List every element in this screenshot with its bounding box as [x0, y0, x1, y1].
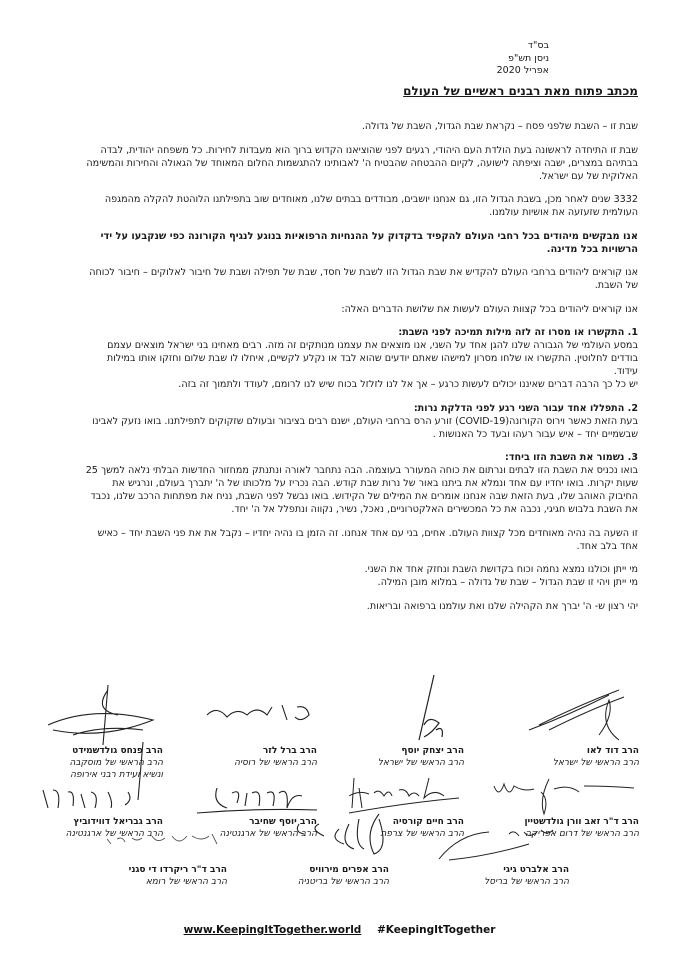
paragraph-united: זו השעה בה נהיה מאוחדים מכל קצוות העולם. אחים, בני עם אחד אנחנו. זה הזמן בו נהיה יחדיו – נקבל את את פני השבת יחד – כאיש אחד בלב אחד.: [97, 527, 638, 552]
letter-title: מכתב פתוח מאת רבנים ראשיים של העולם: [403, 84, 638, 98]
signatory-name: הרב ד"ר ריקרדו די סגני: [128, 865, 227, 875]
signatory-shchiber: [197, 816, 317, 840]
signatory-lau: [509, 745, 639, 769]
signatory-name: הרב ברל לזר: [262, 746, 317, 756]
signatory-lazar: [197, 745, 317, 769]
signatory-name: הרב יוסף שחיבר: [249, 817, 317, 827]
signatory-role: הרב הראשי של ישראל: [377, 758, 464, 768]
signature-yosef-icon: [394, 675, 454, 747]
signatory-role: הרב הראשי של ישראל: [552, 758, 639, 768]
item-3: [80, 451, 638, 516]
item-2: [80, 402, 638, 441]
signature-goldschmidt-icon: [33, 680, 163, 805]
letter-body: [80, 120, 638, 623]
item-2-body: בעת הזאת כאשר וירוס הקורונה(COVID-19) זורע הרס ברחבי העולם, ישנם רבים בציבור ובעולם שזקוקים לתפילתנו. בואו נזעק לאבינו שבשמיים יחד – איש עבור רעהו ובעד כל האנושות .: [92, 415, 638, 440]
signatory-role: הרב הראשי של צרפת: [380, 829, 464, 839]
item-1-heading: 1. התקשרו או מסרו זה לזה מילות תמיכה לפני השבת:: [398, 327, 638, 338]
signatory-name: הרב חיים קורסיה: [392, 817, 464, 827]
signatory-yosef: [344, 745, 464, 769]
signatory-goldschmidt: [33, 745, 163, 781]
header-meta: [497, 40, 549, 78]
signatory-mirvis: [279, 864, 389, 888]
signatory-role: הרב הראשי של רוסיה: [234, 758, 317, 768]
signatory-name: הרב יצחק יוסף: [401, 746, 464, 756]
signatory-name: הרב ד"ר זאב וורן גולדשטיין: [524, 817, 639, 827]
signature-korsia-icon: [344, 768, 464, 818]
signatory-role: הרב הראשי של ארגנטינה: [219, 829, 317, 839]
item-1: [80, 326, 638, 391]
bsd-mark: בס"ד: [527, 40, 549, 51]
signature-lazar-icon: [197, 695, 317, 735]
hebrew-date: ניסן תש"פ: [508, 52, 549, 64]
item-3-body: בואו נכניס את השבת הזו לבתים ונרתום את כוחה המעורר בעוצמה. הבה נתחבר לאורה ונתנתק ממחזור החדשות הבלתי נלאה למשך 25 שעות יקרות. בואו יחדיו עם אחד ונמלא את ביתנו באור של נרות שבת קודש. הבה נכריז על מלכותו של ה' יתברך בעולם, ונרגיש את החיבוק האוהב שלו, בעת הזאת שבה אנחנו אומרים את המילים של הקידוש. בואו נבשל לפני השבת, נניח את מפתחות הרכב שלנו, נכבד את השבת בלבוש חגיגי, נכבה את כל המכשירים האלקטרוניים, נאכל, נשיר, נקווה ונתפלל אל ה' יחד.: [85, 465, 638, 515]
signatory-goldstein: [489, 816, 639, 840]
signatory-name: הרב פנחס גולדשמידט: [72, 746, 163, 756]
paragraph-blessing: [80, 563, 638, 589]
hashtag: #KeepingItTogether: [376, 924, 496, 936]
blessing-line-1: מי ייתן וכולנו נמצא נחמה וכוח בקדושת השבת ונחזק אחד את השני.: [364, 564, 638, 575]
signatory-role: הרב הראשי של דרום אפריקה: [525, 829, 639, 839]
paragraph-history: שבת זו התיחדה לראשונה בעת הולדת העם היהודי, רגעים לפני שהוציאנו הקדוש ברוך הוא מעבדות לחירות. כל משפחה יהודית, לבדה בבתיהם במצרים, ישבה וציפתה לישועה, לקיום ההבטחה שהבטיח ה' לאבותינו להתגשמות החלום המאוחד של הגאולה והחירות והמשימה האלוקית של עם ישראל.: [86, 144, 638, 182]
signatory-role: הרב הראשי של מוסקבה: [69, 758, 163, 768]
signatory-davidovich: [33, 816, 163, 840]
paragraph-closing: יהי רצון ש- ה' יברך את הקהילה שלנו ואת עולמנו ברפואה ובריאות.: [366, 600, 638, 612]
paragraph-now: 3332 שנים לאחר מכן, בשבת הגדול הזו, גם אנחנו יושבים, מבודדים בבתים שלנו, מאוחדים שוב בתפילתנו הלוהטת להקלה מהמגפה העולמית שזעזעה את אושיות עולמנו.: [104, 194, 638, 218]
signatory-name: הרב אפרים מירוויס: [309, 865, 389, 875]
signatory-role: הרב הראשי של ארגנטינה: [65, 829, 163, 839]
website-link[interactable]: www.KeepingItTogether.world: [183, 924, 362, 936]
signature-goldstein-icon: [489, 774, 639, 819]
paragraph-call-shabbat: אנו קוראים ליהודים ברחבי העולם להקדיש את שבת הגדול הזו לשבת של חסד, שבת של תפילה ושבת של חיבור לאלוקים – חיבור לכוחה של השבת.: [89, 267, 638, 291]
signatory-role: הרב הראשי של בריטניה: [297, 877, 389, 887]
signatory-name: הרב אלברט גיגי: [503, 865, 569, 875]
paragraph-intro: שבת זו – השבת שלפני פסח – נקראת שבת הגדול, השבת של גדולה.: [361, 121, 638, 132]
signature-davidovich-icon: [33, 780, 163, 816]
item-1-body-2: יש כל כך הרבה דברים שאיננו יכולים לעשות כרגע – אך אל לנו לזלזל בכוח שיש לנו לרומם, לעודד ולתמוך זה בזה.: [178, 379, 638, 390]
signatory-gigi: [429, 864, 569, 888]
paragraph-three-things: אנו קוראים ליהודים בכל קצוות העולם לעשות את שלושת הדברים האלה:: [341, 303, 638, 315]
paragraph-medical-guidelines: אנו מבקשים מיהודים בכל רחבי העולם להקפיד בדקדוק על ההנחיות הרפואיות בנוגע לנגיף הקורונה כפי שנקבעו על ידי הרשויות בכל מדינה.: [100, 230, 638, 255]
signatory-role-2: ונשיא ועידת רבני אירופה: [70, 770, 163, 780]
gregorian-date: אפריל 2020: [496, 65, 549, 76]
signatory-korsia: [344, 816, 464, 840]
item-1-body: במסע העולמי של הגבורה שלנו להגן אחד על השני, אנו מוצאים את עצמנו מנותקים זה מזה. רבים מאחינו בני ישראל מוצאים עצמם בודדים לחלוטין. התקשרו או שלחו מסרון למישהו שאתם יודעים שהוא לבד או נקלע לקשיים, איחלו לו שבת שלום וחזקו אותו במילות עידוד.: [106, 340, 638, 377]
signatory-name: הרב דוד לאו: [586, 746, 639, 756]
signatory-role: הרב הראשי של רומא: [145, 877, 227, 887]
signatory-name: הרב גבריאל דווידוביץ: [73, 817, 163, 827]
signature-lau-icon: [509, 685, 639, 745]
signature-shchiber-icon: [197, 778, 317, 818]
item-3-heading: 3. נשמור את השבת הזו ביחד:: [505, 452, 638, 463]
item-2-heading: 2. התפללו אחד עבור השני רגע לפני הדלקת נרות:: [413, 402, 638, 414]
footer: [0, 924, 679, 936]
signatory-role: הרב הראשי של בריסל: [484, 877, 569, 887]
blessing-line-2: מי ייתן ויהי זו שבת הגדול – שבת של גדולה – במלוא מובן המילה.: [377, 577, 638, 588]
signatory-di-segni: [97, 864, 227, 888]
